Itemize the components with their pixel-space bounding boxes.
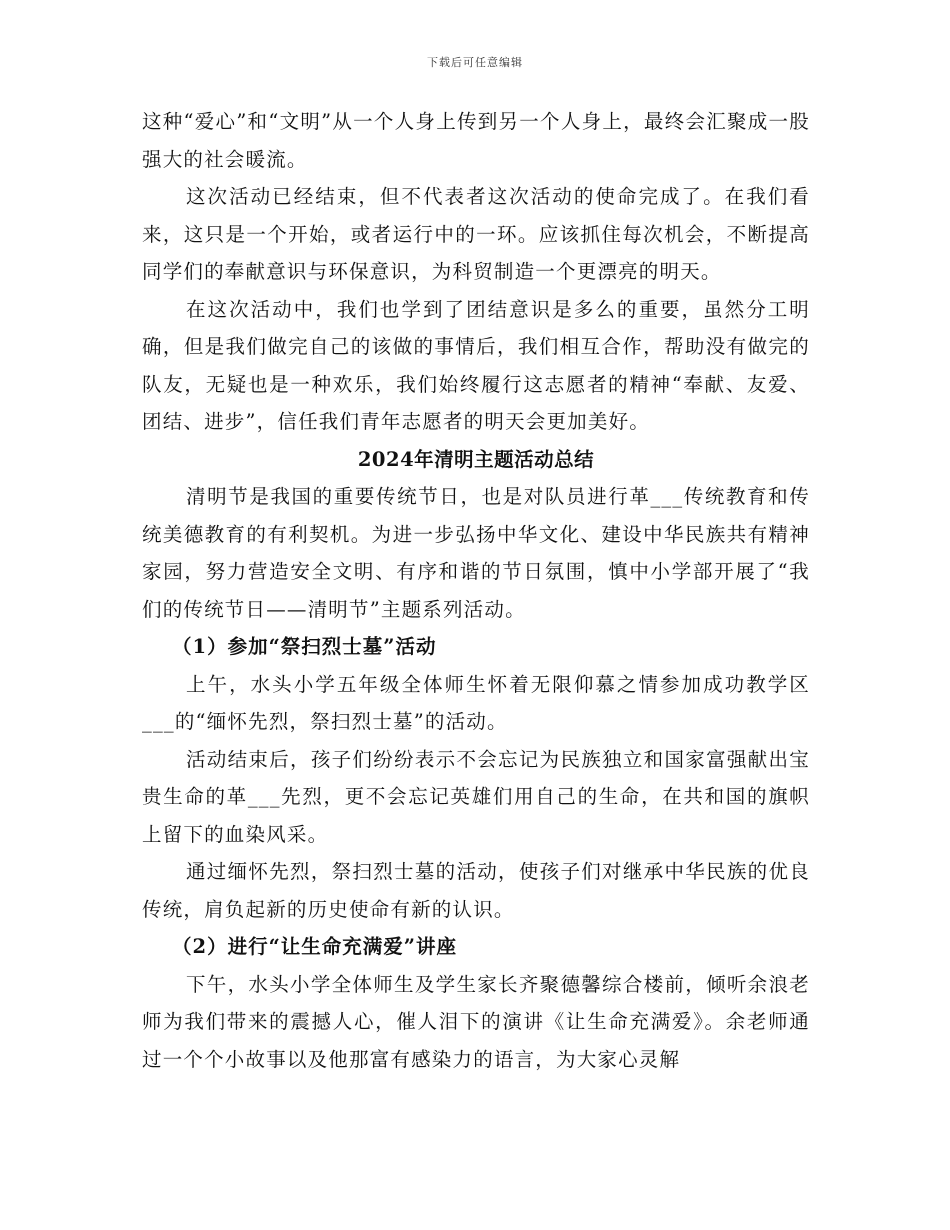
document-body xyxy=(142,103,810,1078)
subheading-tomb-sweeping: （1）参加“祭扫烈士墓”活动 xyxy=(172,635,437,658)
paragraph-continuation: 这种“爱心”和“文明”从一个人身上传到另一个人身上，最终会汇聚成一股强大的社会暖流。 xyxy=(142,110,810,171)
paragraph-teamwork: 在这次活动中，我们也学到了团结意识是多么的重要，虽然分工明确，但是我们做完自己的该做的事情后，我们相互合作，帮助没有做完的队友，无疑也是一种欢乐，我们始终履行这志愿者的精神“奉献、友爱、团结、进步”，信任我们青年志愿者的明天会更加美好。 xyxy=(142,297,810,433)
paragraph-after-activity: 活动结束后，孩子们纷纷表示不会忘记为民族独立和国家富强献出宝贵生命的革___先烈，更不会忘记英雄们用自己的生命，在共和国的旗帜上留下的血染风采。 xyxy=(142,747,810,846)
paragraph-morning-activity: 上午，水头小学五年级全体师生怀着无限仰慕之情参加成功教学区___的“缅怀先烈，祭扫烈士墓”的活动。 xyxy=(142,672,810,733)
paragraph-qingming-intro: 清明节是我国的重要传统节日，也是对队员进行革___传统教育和传统美德教育的有利契机。为进一步弘扬中华文化、建设中华民族共有精神家园，努力营造安全文明、有序和谐的节日氛围，慎中小学部开展了“我们的传统节日——清明节”主题系列活动。 xyxy=(142,485,810,621)
paragraph-activity-mission: 这次活动已经结束，但不代表者这次活动的使命完成了。在我们看来，这只是一个开始，或者运行中的一环。应该抓住每次机会，不断提高同学们的奉献意识与环保意识，为科贸制造一个更漂亮的明天。 xyxy=(142,185,810,283)
page-header: 下载后可任意编辑 xyxy=(427,56,523,69)
paragraph-afternoon-lecture: 下午，水头小学全体师生及学生家长齐聚德馨综合楼前，倾听余浪老师为我们带来的震撼人心，催人泪下的演讲《让生命充满爱》。余老师通过一个个小故事以及他那富有感染力的语言，为大家心灵解 xyxy=(142,972,810,1071)
paragraph-new-understanding: 通过缅怀先烈，祭扫烈士墓的活动，使孩子们对继承中华民族的优良传统，肩负起新的历史使命有新的认识。 xyxy=(142,860,810,921)
subheading-lecture: （2）进行“让生命充满爱”讲座 xyxy=(172,935,458,958)
section-title: 2024年清明主题活动总结 xyxy=(357,447,595,471)
